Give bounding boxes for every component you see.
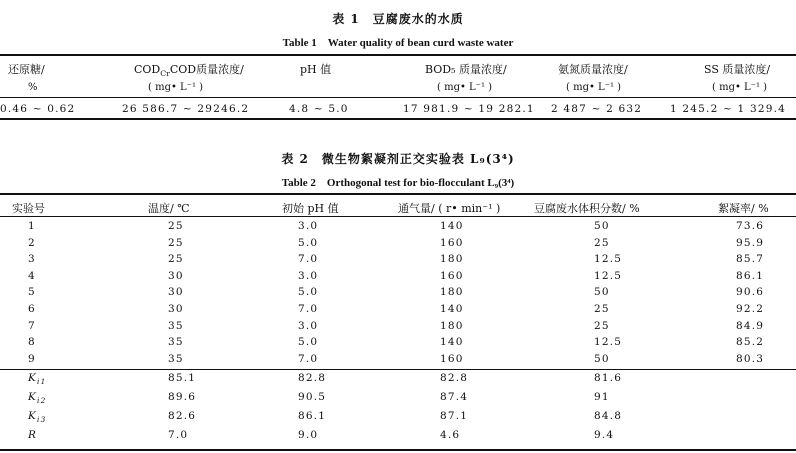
table2-stat-value: 9.0: [298, 429, 319, 441]
table2-cell: 5: [28, 286, 36, 299]
table1-unit-bod: ( mg• L⁻¹ ): [437, 82, 493, 93]
table2-cell: 180: [440, 253, 464, 266]
table2-stat-value: 9.4: [594, 429, 615, 441]
table1-header-sugar: 还原糖/: [8, 63, 45, 76]
table2-cell: 7.0: [298, 303, 319, 315]
table1-header-ph: pH 值: [300, 63, 332, 76]
table2-cell: 140: [440, 220, 464, 232]
table2-cell: 25: [168, 253, 184, 266]
table2-stat-label: [28, 372, 46, 386]
table2-cell: 160: [440, 352, 464, 365]
table2-cell: 30: [168, 303, 184, 315]
table2-cell: 5.0: [298, 336, 319, 349]
table2-stat-value: 82.8: [298, 372, 327, 384]
table2-cell: 35: [168, 352, 184, 365]
table2-cell: 85.7: [736, 253, 765, 266]
table2-stat-value: 4.6: [440, 429, 461, 441]
table2-cell: 3.0: [298, 220, 319, 232]
table1-top-rule: [0, 54, 796, 56]
table2-cell: 3: [28, 253, 36, 266]
table2-cell: 80.3: [736, 352, 765, 365]
table2-cell: 3.0: [298, 269, 319, 282]
table2-cell: 95.9: [736, 236, 765, 249]
table2-stat-subscript: i3: [37, 415, 47, 425]
table2-cell: 85.2: [736, 336, 765, 349]
table1-header-ss: SS 质量浓度/: [704, 63, 771, 76]
table2-cell: 25: [594, 319, 610, 332]
table1-value-bod: 17 981.9 ~ 19 282.1: [403, 103, 535, 115]
table2-stat-symbol: K: [28, 372, 38, 384]
table2-stat-label: [28, 391, 46, 405]
table2-cell: 25: [168, 220, 184, 232]
table2-stat-value: 81.6: [594, 372, 623, 384]
table2-header-volume: 豆腐废水体积分数/ %: [534, 202, 640, 215]
table1-unit-ss: ( mg• L⁻¹ ): [712, 82, 768, 93]
table1-caption-cn: 表 1 豆腐废水的水质: [332, 12, 464, 26]
table2-caption-cn: 表 2 微生物絮凝剂正交实验表 L₉(3⁴): [281, 152, 515, 166]
table2-cell: 12.5: [594, 336, 623, 349]
table1-value-ammonia: 2 487 ~ 2 632: [551, 103, 643, 115]
table2-cell: 12.5: [594, 269, 623, 282]
table2-cell: 140: [440, 336, 464, 349]
table2-cell: 73.6: [736, 220, 765, 232]
table2-stat-value: 86.1: [298, 410, 327, 422]
table2-header-rule: [0, 216, 796, 217]
table2-stat-value: 84.8: [594, 410, 623, 422]
table2-cell: 35: [168, 336, 184, 349]
table2-stat-value: 7.0: [168, 429, 189, 441]
table1-header-cod-label: COD质量浓度/: [169, 63, 244, 76]
table1-header-rule: [0, 97, 796, 98]
table2-cell: 50: [594, 220, 610, 232]
table2-cell: 84.9: [736, 319, 765, 332]
table2-stat-subscript: i2: [37, 396, 47, 406]
table2-header-flocculation: 絮凝率/ %: [718, 202, 769, 215]
table2-cell: 160: [440, 269, 464, 282]
table2-header-ph: 初始 pH 值: [282, 202, 339, 215]
table2-header-aeration: 通气量/ ( r• min⁻¹ ): [398, 202, 501, 215]
table2-stat-label: [28, 429, 37, 441]
table1-header-bod: BOD₅ 质量浓度/: [425, 63, 507, 76]
table2-cell: 8: [28, 336, 36, 349]
table2-cell: 92.2: [736, 303, 765, 315]
table2-stat-value: 90.5: [298, 391, 327, 403]
table2-header-temp: 温度/ ℃: [148, 202, 190, 215]
table2-cell: 180: [440, 319, 464, 332]
table2-top-rule: [0, 193, 796, 195]
table1-value-cod: 26 586.7 ~ 29246.2: [122, 103, 250, 115]
table2-caption-en: Table 2 Orthogonal test for bio-flocculant L₉(3⁴): [281, 177, 515, 189]
table2-cell: 7.0: [298, 352, 319, 365]
table2-cell: 2: [28, 236, 36, 249]
table2-cell: 86.1: [736, 269, 765, 282]
table2-cell: 6: [28, 303, 36, 315]
table2-cell: 12.5: [594, 253, 623, 266]
table2-stat-value: 82.6: [168, 410, 197, 422]
table1-caption-en: Table 1 Water quality of bean curd waste water: [282, 37, 514, 49]
table2-bottom-rule: [0, 449, 796, 451]
table2-stat-value: 87.1: [440, 410, 469, 422]
table1-bottom-rule: [0, 118, 796, 120]
table2-header-run: 实验号: [12, 202, 45, 215]
table2-cell: 7: [28, 319, 36, 332]
table2-cell: 160: [440, 236, 464, 249]
table2-cell: 5.0: [298, 286, 319, 299]
table2-cell: 5.0: [298, 236, 319, 249]
table1-value-sugar: 0.46 ~ 0.62: [0, 103, 76, 115]
table2-cell: 25: [168, 236, 184, 249]
table2-cell: 50: [594, 352, 610, 365]
table2-stat-value: 82.8: [440, 372, 469, 384]
table2-cell: 90.6: [736, 286, 765, 299]
table2-stats-rule: [0, 369, 796, 370]
table2-cell: 30: [168, 269, 184, 282]
table1-cod-subscript: Cr: [160, 69, 170, 79]
table2-stat-symbol: K: [28, 410, 38, 422]
table2-cell: 35: [168, 319, 184, 332]
table2-cell: 50: [594, 286, 610, 299]
table2-cell: 1: [28, 220, 36, 232]
table1-unit-sugar: %: [28, 82, 38, 93]
table2-stat-value: 91: [594, 391, 610, 403]
table2-stat-symbol: R: [28, 429, 38, 441]
table2-stat-value: 89.6: [168, 391, 197, 403]
table2-stat-subscript: i1: [37, 377, 47, 387]
table2-cell: 30: [168, 286, 184, 299]
table2-cell: 3.0: [298, 319, 319, 332]
table2-cell: 140: [440, 303, 464, 315]
table2-cell: 4: [28, 269, 36, 282]
table1-unit-ammonia: ( mg• L⁻¹ ): [566, 82, 622, 93]
table2-stat-label: [28, 410, 46, 424]
table2-stat-value: 87.4: [440, 391, 469, 403]
table1-unit-cod: ( mg• L⁻¹ ): [148, 82, 204, 93]
table2-cell: 9: [28, 352, 36, 365]
table1-header-ammonia: 氨氮质量浓度/: [558, 63, 628, 76]
table2-cell: 25: [594, 236, 610, 249]
table2-cell: 7.0: [298, 253, 319, 266]
table2-stat-value: 85.1: [168, 372, 197, 384]
table2-cell: 180: [440, 286, 464, 299]
table1-value-ph: 4.8 ~ 5.0: [289, 103, 349, 115]
table1-value-ss: 1 245.2 ~ 1 329.4: [670, 103, 787, 115]
table2-cell: 25: [594, 303, 610, 315]
table2-stat-symbol: K: [28, 391, 38, 403]
table1-header-cod: $COD_{Cr}COD$质量浓度/: [134, 63, 244, 79]
